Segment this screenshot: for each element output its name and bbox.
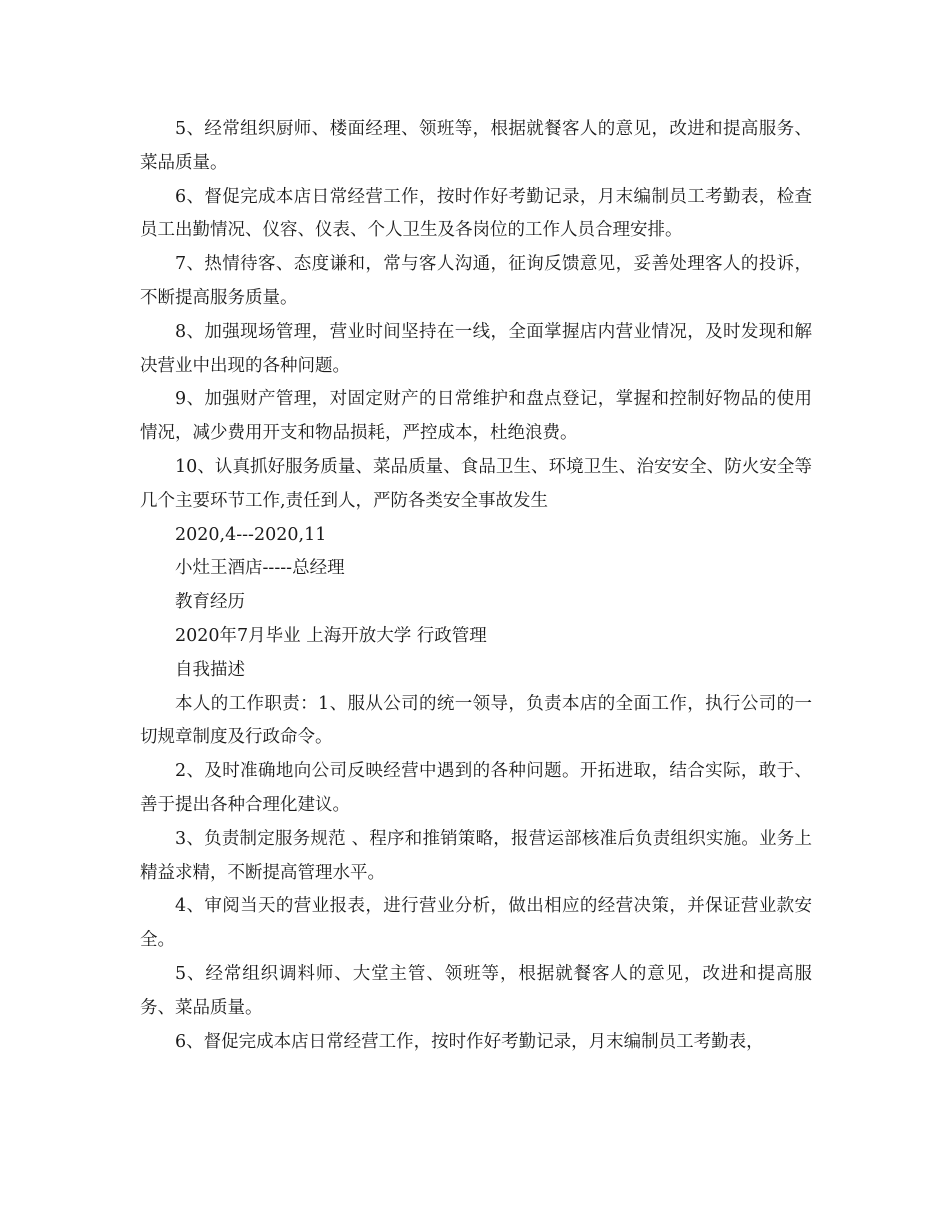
duty-paragraph-10: 10、认真抓好服务质量、菜品质量、食品卫生、环境卫生、治安安全、防火安全等几个主要环节工作,责任到人，严防各类安全事故发生	[140, 456, 812, 511]
self-description-heading: 自我描述	[175, 659, 245, 680]
duty-paragraph-7: 7、热情待客、态度谦和，常与客人沟通，征询反馈意见，妥善处理客人的投诉，不断提高服务质量。	[140, 254, 812, 308]
job-period: 2020,4---2020,11	[175, 524, 327, 545]
education-heading: 教育经历	[175, 592, 245, 613]
duty-paragraph-9: 9、加强财产管理，对固定财产的日常维护和盘点登记，掌握和控制好物品的使用情况，减少费用开支和物品损耗，严控成本，杜绝浪费。	[140, 389, 812, 444]
self-paragraph-6: 6、督促完成本店日常经营工作，按时作好考勤记录，月末编制员工考勤表，	[175, 1031, 764, 1052]
self-paragraph-3: 3、负责制定服务规范 、程序和推销策略，报营运部核准后负责组织实施。业务上精益求精，不断提高管理水平。	[140, 828, 812, 883]
self-paragraph-2: 2、及时准确地向公司反映经营中遇到的各种问题。开拓进取，结合实际，敢于、善于提出各种合理化建议。	[140, 761, 812, 815]
education-entry: 2020年7月毕业 上海开放大学 行政管理	[175, 625, 487, 646]
duty-paragraph-5: 5、经常组织厨师、楼面经理、领班等，根据就餐客人的意见，改进和提高服务、菜品质量。	[140, 119, 812, 173]
self-paragraph-4: 4、审阅当天的营业报表，进行营业分析，做出相应的经营决策，并保证营业款安全。	[140, 896, 812, 951]
duty-paragraph-6: 6、督促完成本店日常经营工作，按时作好考勤记录，月末编制员工考勤表，检查员工出勤情况、仪容、仪表、个人卫生及各岗位的工作人员合理安排。	[140, 186, 812, 241]
job-title: 小灶王酒店-----总经理	[175, 558, 345, 579]
self-paragraph-5: 5、经常组织调料师、大堂主管、领班等，根据就餐客人的意见，改进和提高服务、菜品质量。	[140, 963, 812, 1018]
document-page	[140, 113, 812, 1059]
duty-paragraph-8: 8、加强现场管理，营业时间坚持在一线，全面掌握店内营业情况，及时发现和解决营业中出现的各种问题。	[140, 321, 812, 376]
self-paragraph-1: 本人的工作职责：1、服从公司的统一领导，负责本店的全面工作，执行公司的一切规章制度及行政命令。	[140, 693, 812, 748]
